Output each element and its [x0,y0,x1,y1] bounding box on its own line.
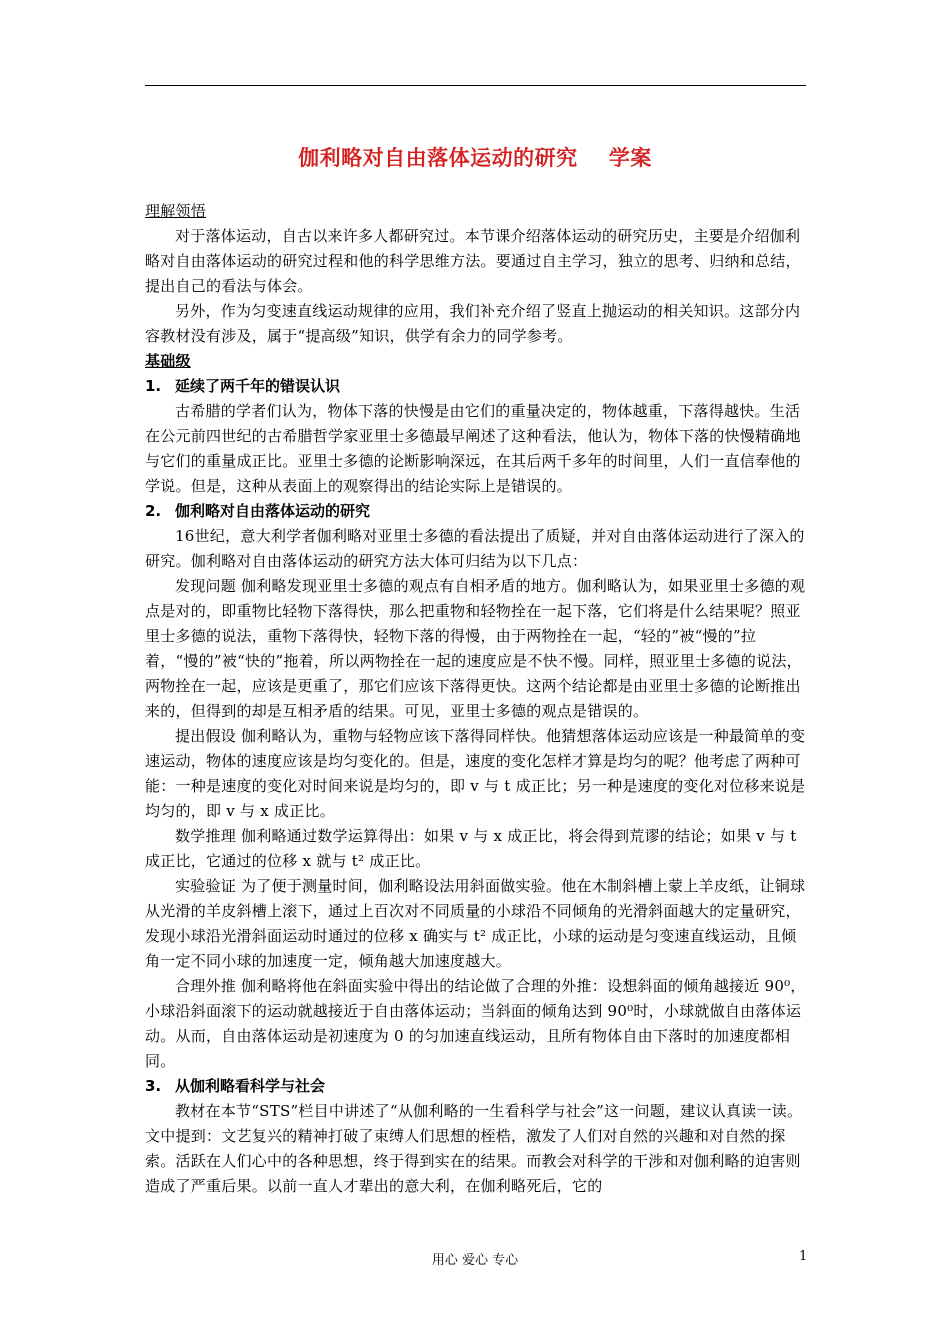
intro-paragraph: 对于落体运动，自古以来许多人都研究过。本节课介绍落体运动的研究历史，主要是介绍伽利略对自由落体运动的研究过程和他的科学思维方法。要通过自主学习，独立的思考、归纳和总结，提出自己的看法与体会。 [145,227,801,295]
page-title: 伽利略对自由落体运动的研究 学案 [298,146,652,170]
section-number: 1. [145,377,162,395]
body-paragraph: 数学推理 伽利略通过数学运算得出：如果 v 与 x 成正比，将会得到荒谬的结论；如果 v 与 t 成正比，它通过的位移 x 就与 t² 成正比。 [145,827,797,870]
body-paragraph: 16世纪，意大利学者伽利略对亚里士多德的看法提出了质疑，并对自由落体运动进行了深入的研究。伽利略对自由落体运动的研究方法大体可归结为以下几点： [145,527,805,570]
body-paragraph: 实验验证 为了便于测量时间，伽利略设法用斜面做实验。他在木制斜槽上蒙上羊皮纸，让铜球从光滑的羊皮斜槽上滚下，通过上百次对不同质量的小球沿不同倾角的光滑斜面越大的定量研究，发现小球沿光滑斜面运动时通过的位移 x 确实与 t² 成正比，小球的运动是匀变速直线运动，且倾角一定不同小球的加速度一定，倾角越大加速度越大。 [145,877,806,970]
section-number: 2. [145,502,162,520]
body-paragraph: 古希腊的学者们认为，物体下落的快慢是由它们的重量决定的，物体越重，下落得越快。生活在公元前四世纪的古希腊哲学家亚里士多德最早阐述了这种看法，他认为，物体下落的快慢精确地与它们的重量成正比。亚里士多德的论断影响深远，在其后两千多年的时间里，人们一直信奉他的学说。但是，这种从表面上的观察得出的结论实际上是错误的。 [145,402,801,495]
header-rule [145,85,806,86]
body-paragraph: 教材在本节“STS”栏目中讲述了“从伽利略的一生看科学与社会”这一问题，建议认真读一读。文中提到：文艺复兴的精神打破了束缚人们思想的桎梏，激发了人们对自然的兴趣和对自然的探索。活跃在人们心中的各种思想，终于得到实在的结果。而教会对科学的干涉和对伽利略的迫害则造成了严重后果。以前一直人才辈出的意大利，在伽利略死后，它的 [145,1102,803,1195]
level-label-basic: 基础级 [145,352,191,370]
section-heading-text: 伽利略对自由落体运动的研究 [175,502,371,520]
page-number: 1 [799,1249,808,1264]
body-paragraph: 合理外推 伽利略将他在斜面实验中得出的结论做了合理的外推：设想斜面的倾角越接近 90⁰，小球沿斜面滚下的运动就越接近于自由落体运动；当斜面的倾角达到 90⁰时，小球就做自由落体运动。从而，自由落体运动是初速度为 0 的匀加速直线运动，且所有物体自由下落时的加速度都相同。 [145,977,806,1070]
section-label-understand: 理解领悟 [145,202,207,220]
section-heading [145,499,807,524]
footer-motto: 用心 爱心 专心 [431,1253,519,1268]
section-heading [145,1074,807,1099]
document-body [145,199,807,1199]
section-heading-text: 从伽利略看科学与社会 [175,1077,326,1095]
body-paragraph: 发现问题 伽利略发现亚里士多德的观点有自相矛盾的地方。伽利略认为，如果亚里士多德的观点是对的，即重物比轻物下落得快，那么把重物和轻物拴在一起下落，它们将是什么结果呢？照亚里士多德的说法，重物下落得快，轻物下落的得慢，由于两物拴在一起，“轻的”被“慢的”拉着，“慢的”被“快的”拖着，所以两物拴在一起的速度应是不快不慢。同样，照亚里士多德的说法，两物拴在一起，应该是更重了，那它们应该下落得更快。这两个结论都是由亚里士多德的论断推出来的，但得到的却是互相矛盾的结果。可见，亚里士多德的观点是错误的。 [145,577,806,720]
section-heading-text: 延续了两千年的错误认识 [175,377,341,395]
intro-paragraph: 另外，作为匀变速直线运动规律的应用，我们补充介绍了竖直上抛运动的相关知识。这部分内容教材没有涉及，属于“提高级”知识，供学有余力的同学参考。 [145,302,801,345]
section-heading [145,374,807,399]
section-number: 3. [145,1077,162,1095]
body-paragraph: 提出假设 伽利略认为，重物与轻物应该下落得同样快。他猜想落体运动应该是一种最简单的变速运动，物体的速度应该是均匀变化的。但是，速度的变化怎样才算是均匀的呢？他考虑了两种可能：一种是速度的变化对时间来说是均匀的，即 v 与 t 成正比；另一种是速度的变化对位移来说是均匀的，即 v 与 x 成正比。 [145,727,806,820]
